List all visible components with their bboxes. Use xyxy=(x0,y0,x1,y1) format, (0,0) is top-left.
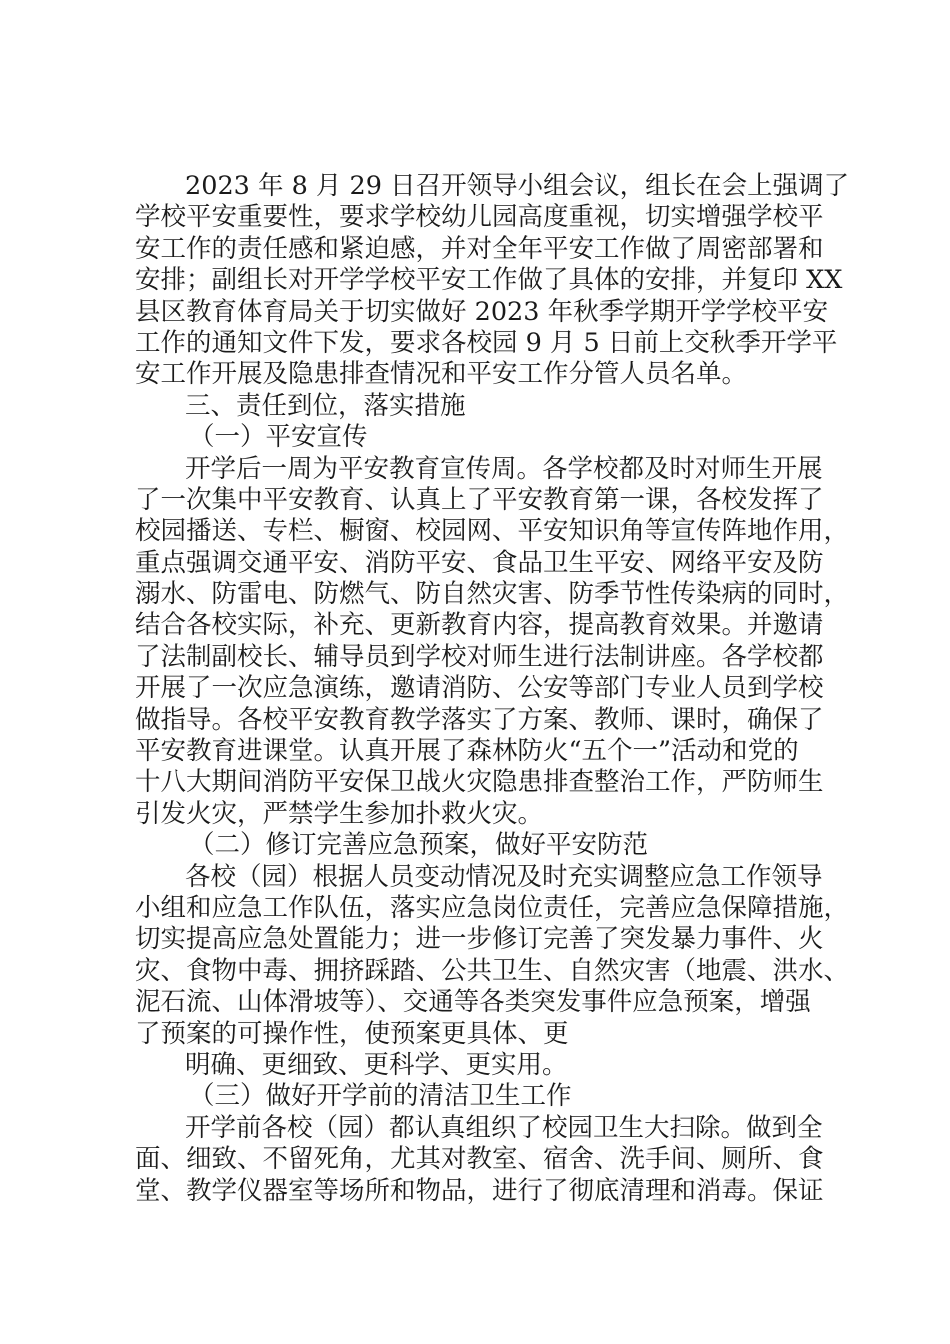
paragraph-line: 开展了一次应急演练，邀请消防、公安等部门专业人员到学校 xyxy=(135,673,824,704)
paragraph-line: 各校（园）根据人员变动情况及时充实调整应急工作领导 xyxy=(185,861,823,892)
paragraph-line: 安工作开展及隐患排查情况和平安工作分管人员名单。 xyxy=(135,359,748,390)
paragraph-line: 引发火灾，严禁学生参加扑救火灾。 xyxy=(135,798,544,829)
subsection-heading: （二）修订完善应急预案，做好平安防范 xyxy=(189,830,649,861)
subsection-heading: （三）做好开学前的清洁卫生工作 xyxy=(189,1081,572,1112)
paragraph-line: 学校平安重要性，要求学校幼儿园高度重视，切实增强学校平 xyxy=(135,202,824,233)
subsection-heading: （一）平安宣传 xyxy=(189,422,368,453)
paragraph-line: 溺水、防雷电、防燃气、防自然灾害、防季节性传染病的同时， xyxy=(135,579,850,610)
paragraph-line: 校园播送、专栏、橱窗、校园网、平安知识角等宣传阵地作用， xyxy=(135,516,850,547)
paragraph-line: 堂、教学仪器室等场所和物品，进行了彻底清理和消毒。保证 xyxy=(135,1175,824,1206)
section-heading: 三、责任到位，落实措施 xyxy=(185,390,466,421)
paragraph-line: 泥石流、山体滑坡等）、交通等各类突发事件应急预案，增强 xyxy=(135,987,811,1018)
paragraph-line: 了法制副校长、辅导员到学校对师生进行法制讲座。各学校都 xyxy=(135,641,824,672)
paragraph-line: 做指导。各校平安教育教学落实了方案、教师、课时，确保了 xyxy=(135,704,824,735)
paragraph-line: 了预案的可操作性，使预案更具体、更 xyxy=(135,1018,569,1049)
paragraph-line: 明确、更细致、更科学、更实用。 xyxy=(185,1049,568,1080)
document-body xyxy=(135,171,850,1207)
paragraph-line: 十八大期间消防平安保卫战火灾隐患排查整治工作，严防师生 xyxy=(135,767,824,798)
paragraph-line: 开学后一周为平安教育宣传周。各学校都及时对师生开展 xyxy=(185,453,823,484)
paragraph-line: 重点强调交通平安、消防平安、食品卫生平安、网络平安及防 xyxy=(135,547,824,578)
paragraph-line: 结合各校实际，补充、更新教育内容，提高教育效果。并邀请 xyxy=(135,610,824,641)
paragraph-line: 面、细致、不留死角，尤其对教室、宿舍、洗手间、厕所、食 xyxy=(135,1144,824,1175)
paragraph-line: 小组和应急工作队伍，落实应急岗位责任，完善应急保障措施， xyxy=(135,892,850,923)
paragraph-line: 安工作的责任感和紧迫感，并对全年平安工作做了周密部署和 xyxy=(135,233,824,264)
paragraph-line: 安排；副组长对开学学校平安工作做了具体的安排，并复印 XX xyxy=(135,265,843,296)
paragraph-line: 开学前各校（园）都认真组织了校园卫生大扫除。做到全 xyxy=(185,1112,823,1143)
paragraph-line: 平安教育进课堂。认真开展了森林防火“五个一”活动和党的 xyxy=(135,736,799,767)
paragraph-line: 县区教育体育局关于切实做好 2023 年秋季学期开学学校平安 xyxy=(135,296,829,327)
paragraph-line: 了一次集中平安教育、认真上了平安教育第一课，各校发挥了 xyxy=(135,484,824,515)
paragraph-line: 灾、食物中毒、拥挤踩踏、公共卫生、自然灾害（地震、洪水、 xyxy=(135,955,850,986)
paragraph-line: 工作的通知文件下发，要求各校园 9 月 5 日前上交秋季开学平 xyxy=(135,327,838,358)
paragraph-line: 切实提高应急处置能力；进一步修订完善了突发暴力事件、火 xyxy=(135,924,824,955)
paragraph-line: 2023 年 8 月 29 日召开领导小组会议，组长在会上强调了 xyxy=(185,171,850,201)
